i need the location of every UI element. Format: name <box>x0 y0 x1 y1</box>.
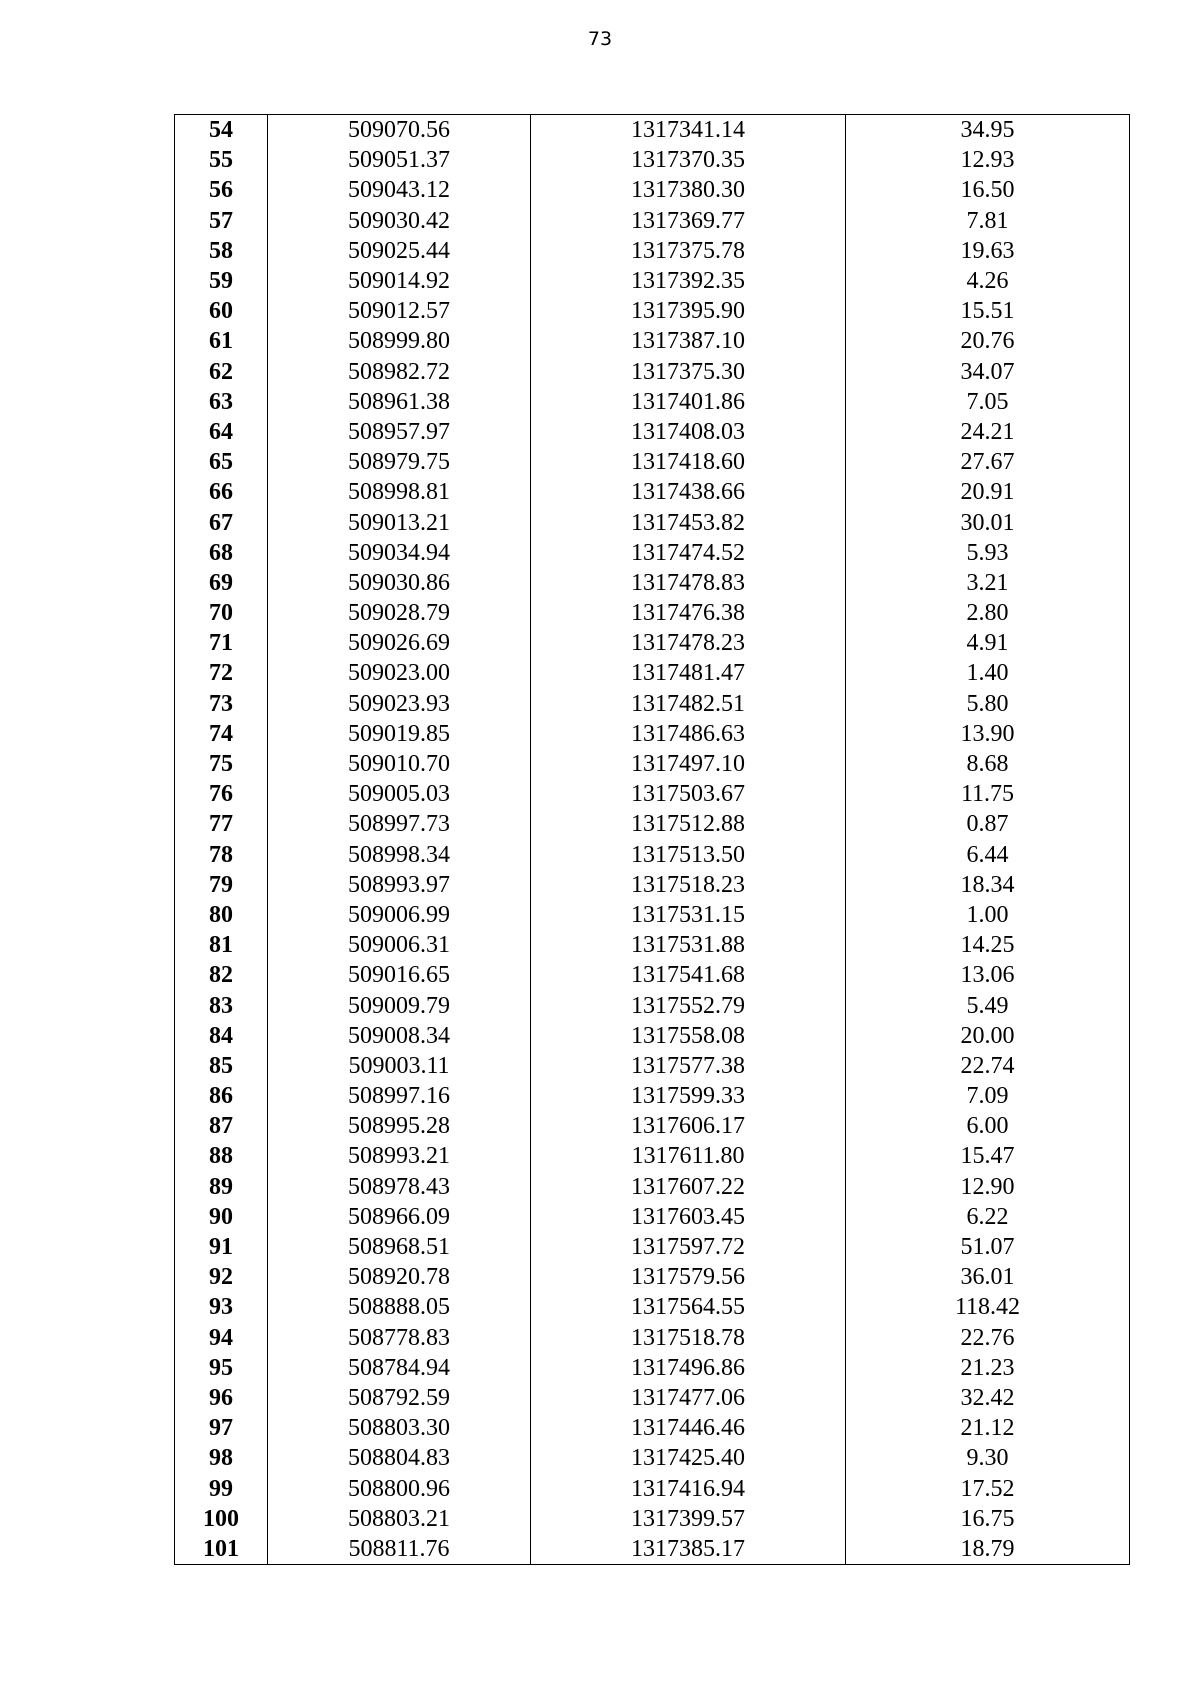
y-coordinate-cell: 1317425.40 <box>531 1443 846 1473</box>
y-coordinate-cell: 1317496.86 <box>531 1353 846 1383</box>
y-coordinate-cell: 1317399.57 <box>531 1504 846 1534</box>
point-number-cell: 85 <box>175 1051 268 1081</box>
point-number-cell: 98 <box>175 1443 268 1473</box>
y-coordinate-cell: 1317482.51 <box>531 689 846 719</box>
table-row <box>175 538 1130 568</box>
point-number-cell: 77 <box>175 809 268 839</box>
distance-cell: 12.90 <box>846 1172 1130 1202</box>
point-number-cell: 84 <box>175 1021 268 1051</box>
table-row <box>175 1383 1130 1413</box>
x-coordinate-cell: 509009.79 <box>268 990 531 1020</box>
x-coordinate-cell: 509012.57 <box>268 296 531 326</box>
table-row <box>175 357 1130 387</box>
distance-cell: 19.63 <box>846 236 1130 266</box>
distance-cell: 34.07 <box>846 357 1130 387</box>
table-row <box>175 809 1130 839</box>
x-coordinate-cell: 508993.97 <box>268 870 531 900</box>
y-coordinate-cell: 1317603.45 <box>531 1202 846 1232</box>
distance-cell: 16.75 <box>846 1504 1130 1534</box>
x-coordinate-cell: 509030.42 <box>268 206 531 236</box>
table-row <box>175 960 1130 990</box>
distance-cell: 16.50 <box>846 175 1130 205</box>
table-row <box>175 175 1130 205</box>
y-coordinate-cell: 1317380.30 <box>531 175 846 205</box>
y-coordinate-cell: 1317478.83 <box>531 568 846 598</box>
distance-cell: 27.67 <box>846 447 1130 477</box>
y-coordinate-cell: 1317385.17 <box>531 1534 846 1565</box>
x-coordinate-cell: 509026.69 <box>268 628 531 658</box>
y-coordinate-cell: 1317392.35 <box>531 266 846 296</box>
table-row <box>175 719 1130 749</box>
table-row <box>175 266 1130 296</box>
y-coordinate-cell: 1317611.80 <box>531 1141 846 1171</box>
table-row <box>175 1111 1130 1141</box>
x-coordinate-cell: 509030.86 <box>268 568 531 598</box>
y-coordinate-cell: 1317369.77 <box>531 206 846 236</box>
distance-cell: 20.00 <box>846 1021 1130 1051</box>
y-coordinate-cell: 1317597.72 <box>531 1232 846 1262</box>
table-row <box>175 1202 1130 1232</box>
x-coordinate-cell: 509070.56 <box>268 115 531 146</box>
distance-cell: 6.44 <box>846 840 1130 870</box>
point-number-cell: 88 <box>175 1141 268 1171</box>
distance-cell: 5.80 <box>846 689 1130 719</box>
x-coordinate-cell: 509023.00 <box>268 658 531 688</box>
y-coordinate-cell: 1317476.38 <box>531 598 846 628</box>
point-number-cell: 97 <box>175 1413 268 1443</box>
table-row <box>175 1413 1130 1443</box>
y-coordinate-cell: 1317531.15 <box>531 900 846 930</box>
point-number-cell: 101 <box>175 1534 268 1565</box>
table-row <box>175 1443 1130 1473</box>
table-row <box>175 568 1130 598</box>
distance-cell: 51.07 <box>846 1232 1130 1262</box>
point-number-cell: 65 <box>175 447 268 477</box>
table-row <box>175 507 1130 537</box>
distance-cell: 12.93 <box>846 145 1130 175</box>
x-coordinate-cell: 509013.21 <box>268 507 531 537</box>
table-row <box>175 840 1130 870</box>
point-number-cell: 92 <box>175 1262 268 1292</box>
x-coordinate-cell: 509006.99 <box>268 900 531 930</box>
point-number-cell: 87 <box>175 1111 268 1141</box>
y-coordinate-cell: 1317541.68 <box>531 960 846 990</box>
distance-cell: 20.91 <box>846 477 1130 507</box>
y-coordinate-cell: 1317453.82 <box>531 507 846 537</box>
x-coordinate-cell: 508784.94 <box>268 1353 531 1383</box>
table-row <box>175 115 1130 146</box>
distance-cell: 15.47 <box>846 1141 1130 1171</box>
x-coordinate-cell: 509014.92 <box>268 266 531 296</box>
table-row <box>175 1473 1130 1503</box>
y-coordinate-cell: 1317474.52 <box>531 538 846 568</box>
table-row <box>175 1292 1130 1322</box>
x-coordinate-cell: 508998.34 <box>268 840 531 870</box>
table-row <box>175 296 1130 326</box>
table-row <box>175 870 1130 900</box>
y-coordinate-cell: 1317401.86 <box>531 387 846 417</box>
point-number-cell: 83 <box>175 990 268 1020</box>
y-coordinate-cell: 1317503.67 <box>531 779 846 809</box>
distance-cell: 34.95 <box>846 115 1130 146</box>
y-coordinate-cell: 1317375.30 <box>531 357 846 387</box>
x-coordinate-cell: 508978.43 <box>268 1172 531 1202</box>
distance-cell: 21.23 <box>846 1353 1130 1383</box>
distance-cell: 18.79 <box>846 1534 1130 1565</box>
table-row <box>175 447 1130 477</box>
point-number-cell: 62 <box>175 357 268 387</box>
distance-cell: 4.26 <box>846 266 1130 296</box>
table-row <box>175 598 1130 628</box>
table-row <box>175 387 1130 417</box>
y-coordinate-cell: 1317478.23 <box>531 628 846 658</box>
point-number-cell: 69 <box>175 568 268 598</box>
x-coordinate-cell: 509028.79 <box>268 598 531 628</box>
distance-cell: 18.34 <box>846 870 1130 900</box>
y-coordinate-cell: 1317446.46 <box>531 1413 846 1443</box>
y-coordinate-cell: 1317418.60 <box>531 447 846 477</box>
point-number-cell: 56 <box>175 175 268 205</box>
x-coordinate-cell: 509010.70 <box>268 749 531 779</box>
point-number-cell: 86 <box>175 1081 268 1111</box>
point-number-cell: 91 <box>175 1232 268 1262</box>
table-row <box>175 749 1130 779</box>
point-number-cell: 66 <box>175 477 268 507</box>
point-number-cell: 57 <box>175 206 268 236</box>
point-number-cell: 78 <box>175 840 268 870</box>
point-number-cell: 58 <box>175 236 268 266</box>
y-coordinate-cell: 1317497.10 <box>531 749 846 779</box>
x-coordinate-cell: 508982.72 <box>268 357 531 387</box>
point-number-cell: 68 <box>175 538 268 568</box>
x-coordinate-cell: 509034.94 <box>268 538 531 568</box>
table-row <box>175 930 1130 960</box>
table-row <box>175 145 1130 175</box>
point-number-cell: 54 <box>175 115 268 146</box>
distance-cell: 30.01 <box>846 507 1130 537</box>
distance-cell: 9.30 <box>846 1443 1130 1473</box>
y-coordinate-cell: 1317481.47 <box>531 658 846 688</box>
table-row <box>175 1021 1130 1051</box>
point-number-cell: 71 <box>175 628 268 658</box>
point-number-cell: 73 <box>175 689 268 719</box>
distance-cell: 4.91 <box>846 628 1130 658</box>
distance-cell: 24.21 <box>846 417 1130 447</box>
y-coordinate-cell: 1317577.38 <box>531 1051 846 1081</box>
point-number-cell: 89 <box>175 1172 268 1202</box>
table-row <box>175 990 1130 1020</box>
table-row <box>175 1353 1130 1383</box>
table-row <box>175 1323 1130 1353</box>
x-coordinate-cell: 508968.51 <box>268 1232 531 1262</box>
table-row <box>175 206 1130 236</box>
table-row <box>175 1534 1130 1565</box>
x-coordinate-cell: 508792.59 <box>268 1383 531 1413</box>
table-row <box>175 1504 1130 1534</box>
point-number-cell: 79 <box>175 870 268 900</box>
y-coordinate-cell: 1317513.50 <box>531 840 846 870</box>
distance-cell: 32.42 <box>846 1383 1130 1413</box>
y-coordinate-cell: 1317395.90 <box>531 296 846 326</box>
table-row <box>175 1141 1130 1171</box>
x-coordinate-cell: 508920.78 <box>268 1262 531 1292</box>
distance-cell: 15.51 <box>846 296 1130 326</box>
x-coordinate-cell: 509008.34 <box>268 1021 531 1051</box>
distance-cell: 1.00 <box>846 900 1130 930</box>
x-coordinate-cell: 508957.97 <box>268 417 531 447</box>
distance-cell: 14.25 <box>846 930 1130 960</box>
point-number-cell: 82 <box>175 960 268 990</box>
distance-cell: 118.42 <box>846 1292 1130 1322</box>
point-number-cell: 72 <box>175 658 268 688</box>
distance-cell: 1.40 <box>846 658 1130 688</box>
point-number-cell: 95 <box>175 1353 268 1383</box>
y-coordinate-cell: 1317518.23 <box>531 870 846 900</box>
distance-cell: 3.21 <box>846 568 1130 598</box>
x-coordinate-cell: 508966.09 <box>268 1202 531 1232</box>
distance-cell: 36.01 <box>846 1262 1130 1292</box>
point-number-cell: 70 <box>175 598 268 628</box>
y-coordinate-cell: 1317375.78 <box>531 236 846 266</box>
distance-cell: 6.00 <box>846 1111 1130 1141</box>
y-coordinate-cell: 1317387.10 <box>531 326 846 356</box>
x-coordinate-cell: 508778.83 <box>268 1323 531 1353</box>
point-number-cell: 75 <box>175 749 268 779</box>
x-coordinate-cell: 509023.93 <box>268 689 531 719</box>
x-coordinate-cell: 509051.37 <box>268 145 531 175</box>
x-coordinate-cell: 508804.83 <box>268 1443 531 1473</box>
distance-cell: 22.76 <box>846 1323 1130 1353</box>
distance-cell: 5.93 <box>846 538 1130 568</box>
y-coordinate-cell: 1317606.17 <box>531 1111 846 1141</box>
x-coordinate-cell: 509025.44 <box>268 236 531 266</box>
x-coordinate-cell: 508888.05 <box>268 1292 531 1322</box>
x-coordinate-cell: 508997.16 <box>268 1081 531 1111</box>
coordinates-table-body <box>175 115 1130 1565</box>
distance-cell: 6.22 <box>846 1202 1130 1232</box>
point-number-cell: 100 <box>175 1504 268 1534</box>
table-row <box>175 1172 1130 1202</box>
table-row <box>175 689 1130 719</box>
y-coordinate-cell: 1317416.94 <box>531 1473 846 1503</box>
table-row <box>175 1232 1130 1262</box>
x-coordinate-cell: 508993.21 <box>268 1141 531 1171</box>
table-row <box>175 326 1130 356</box>
y-coordinate-cell: 1317531.88 <box>531 930 846 960</box>
x-coordinate-cell: 508997.73 <box>268 809 531 839</box>
y-coordinate-cell: 1317438.66 <box>531 477 846 507</box>
distance-cell: 2.80 <box>846 598 1130 628</box>
y-coordinate-cell: 1317341.14 <box>531 115 846 146</box>
x-coordinate-cell: 509005.03 <box>268 779 531 809</box>
y-coordinate-cell: 1317512.88 <box>531 809 846 839</box>
point-number-cell: 59 <box>175 266 268 296</box>
y-coordinate-cell: 1317607.22 <box>531 1172 846 1202</box>
point-number-cell: 81 <box>175 930 268 960</box>
x-coordinate-cell: 508961.38 <box>268 387 531 417</box>
point-number-cell: 64 <box>175 417 268 447</box>
coordinates-table <box>174 114 1130 1565</box>
x-coordinate-cell: 508800.96 <box>268 1473 531 1503</box>
table-row <box>175 477 1130 507</box>
distance-cell: 7.09 <box>846 1081 1130 1111</box>
distance-cell: 22.74 <box>846 1051 1130 1081</box>
table-row <box>175 1262 1130 1292</box>
y-coordinate-cell: 1317518.78 <box>531 1323 846 1353</box>
x-coordinate-cell: 508998.81 <box>268 477 531 507</box>
y-coordinate-cell: 1317408.03 <box>531 417 846 447</box>
distance-cell: 13.06 <box>846 960 1130 990</box>
x-coordinate-cell: 509003.11 <box>268 1051 531 1081</box>
table-row <box>175 236 1130 266</box>
y-coordinate-cell: 1317599.33 <box>531 1081 846 1111</box>
x-coordinate-cell: 508803.30 <box>268 1413 531 1443</box>
x-coordinate-cell: 509006.31 <box>268 930 531 960</box>
distance-cell: 8.68 <box>846 749 1130 779</box>
point-number-cell: 61 <box>175 326 268 356</box>
y-coordinate-cell: 1317564.55 <box>531 1292 846 1322</box>
y-coordinate-cell: 1317558.08 <box>531 1021 846 1051</box>
point-number-cell: 74 <box>175 719 268 749</box>
table-row <box>175 900 1130 930</box>
table-row <box>175 779 1130 809</box>
y-coordinate-cell: 1317486.63 <box>531 719 846 749</box>
point-number-cell: 90 <box>175 1202 268 1232</box>
distance-cell: 5.49 <box>846 990 1130 1020</box>
x-coordinate-cell: 508995.28 <box>268 1111 531 1141</box>
x-coordinate-cell: 508811.76 <box>268 1534 531 1565</box>
point-number-cell: 76 <box>175 779 268 809</box>
point-number-cell: 93 <box>175 1292 268 1322</box>
table-row <box>175 628 1130 658</box>
point-number-cell: 94 <box>175 1323 268 1353</box>
y-coordinate-cell: 1317579.56 <box>531 1262 846 1292</box>
distance-cell: 7.81 <box>846 206 1130 236</box>
distance-cell: 0.87 <box>846 809 1130 839</box>
y-coordinate-cell: 1317552.79 <box>531 990 846 1020</box>
y-coordinate-cell: 1317477.06 <box>531 1383 846 1413</box>
point-number-cell: 96 <box>175 1383 268 1413</box>
distance-cell: 17.52 <box>846 1473 1130 1503</box>
distance-cell: 20.76 <box>846 326 1130 356</box>
x-coordinate-cell: 509016.65 <box>268 960 531 990</box>
table-row <box>175 1081 1130 1111</box>
y-coordinate-cell: 1317370.35 <box>531 145 846 175</box>
point-number-cell: 55 <box>175 145 268 175</box>
point-number-cell: 60 <box>175 296 268 326</box>
x-coordinate-cell: 509043.12 <box>268 175 531 205</box>
distance-cell: 11.75 <box>846 779 1130 809</box>
x-coordinate-cell: 508803.21 <box>268 1504 531 1534</box>
x-coordinate-cell: 509019.85 <box>268 719 531 749</box>
distance-cell: 7.05 <box>846 387 1130 417</box>
x-coordinate-cell: 508999.80 <box>268 326 531 356</box>
point-number-cell: 80 <box>175 900 268 930</box>
table-row <box>175 417 1130 447</box>
x-coordinate-cell: 508979.75 <box>268 447 531 477</box>
distance-cell: 13.90 <box>846 719 1130 749</box>
point-number-cell: 63 <box>175 387 268 417</box>
page-number: 73 <box>587 28 613 50</box>
point-number-cell: 67 <box>175 507 268 537</box>
table-row <box>175 658 1130 688</box>
point-number-cell: 99 <box>175 1473 268 1503</box>
distance-cell: 21.12 <box>846 1413 1130 1443</box>
table-row <box>175 1051 1130 1081</box>
